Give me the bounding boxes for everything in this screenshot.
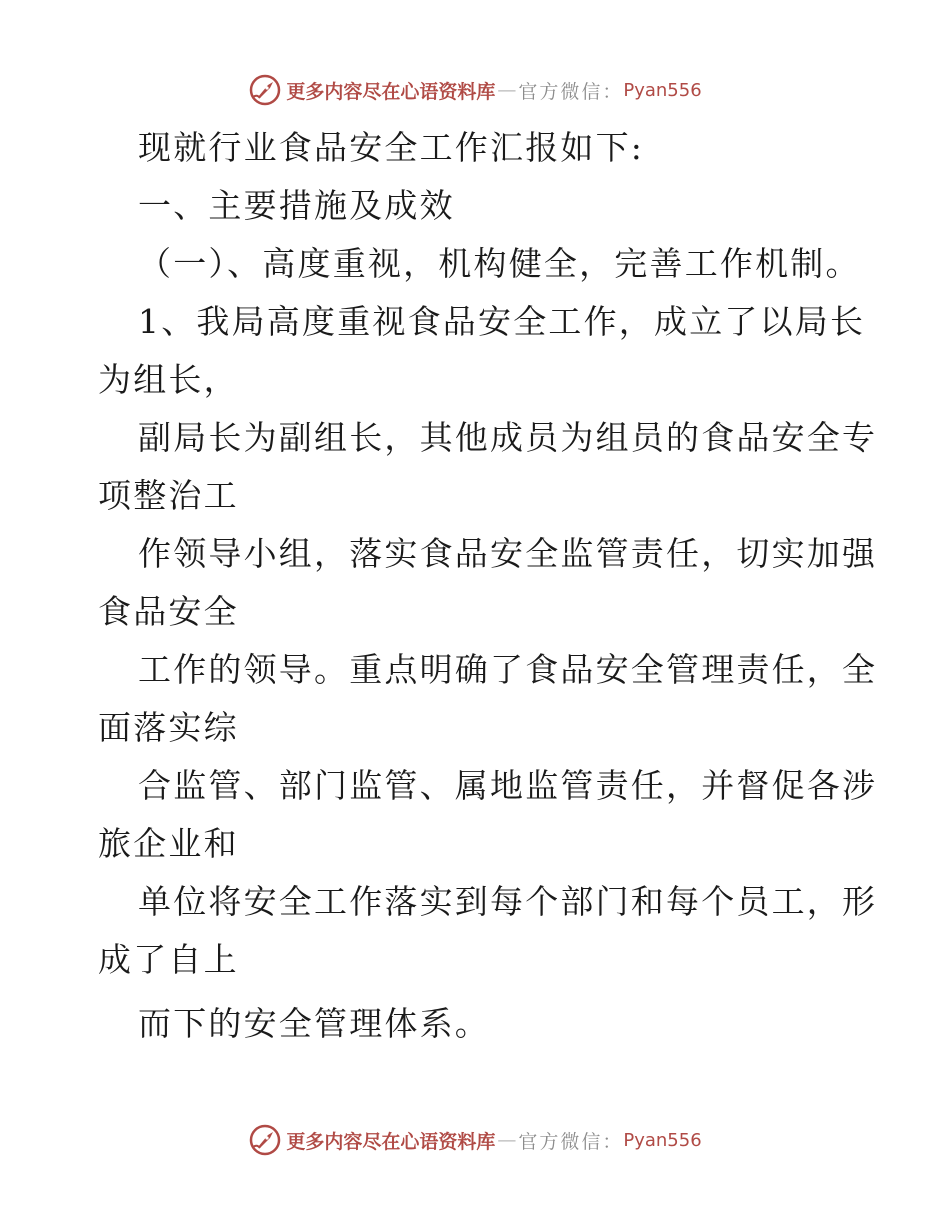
text-line: 旅企业和: [98, 824, 239, 863]
watermark-dash: —: [497, 79, 517, 101]
text-line: 为组长，: [98, 360, 239, 399]
pen-nib-logo-icon: [248, 73, 282, 107]
text-line: 工作的领导。重点明确了食品安全管理责任，全: [138, 650, 878, 689]
text-line: 合监管、部门监管、属地监管责任，并督促各涉: [138, 766, 878, 805]
watermark-main-text: 更多内容尽在心语资料库: [286, 80, 496, 103]
footer-watermark: [0, 1120, 950, 1160]
watermark-wechat-id: Pyan556: [623, 79, 702, 101]
header-watermark: [0, 70, 950, 110]
subsection-heading: （一）、高度重视，机构健全，完善工作机制。: [138, 244, 861, 283]
text-line: 成了自上: [98, 940, 239, 979]
text-line: 1、我局高度重视食品安全工作，成立了以局长: [138, 302, 866, 341]
watermark-dash: —: [497, 1129, 517, 1151]
text-line: 面落实综: [98, 708, 239, 747]
pen-nib-logo-icon: [248, 1123, 282, 1157]
text-line: 现就行业食品安全工作汇报如下:: [138, 128, 645, 167]
text-line: 副局长为副组长，其他成员为组员的食品安全专: [138, 418, 878, 457]
text-line: 而下的安全管理体系。: [138, 1004, 490, 1043]
watermark-wechat-id: Pyan556: [623, 1129, 702, 1151]
text-line: 单位将安全工作落实到每个部门和每个员工，形: [138, 882, 878, 921]
watermark-sub-text: 官方微信：: [518, 80, 624, 103]
section-heading: 一、主要措施及成效: [138, 186, 455, 225]
watermark-sub-text: 官方微信：: [518, 1130, 624, 1153]
text-line: 项整治工: [98, 476, 239, 515]
watermark-main-text: 更多内容尽在心语资料库: [286, 1130, 496, 1153]
text-line: 食品安全: [98, 592, 239, 631]
text-line: 作领导小组，落实食品安全监管责任，切实加强: [138, 534, 878, 573]
